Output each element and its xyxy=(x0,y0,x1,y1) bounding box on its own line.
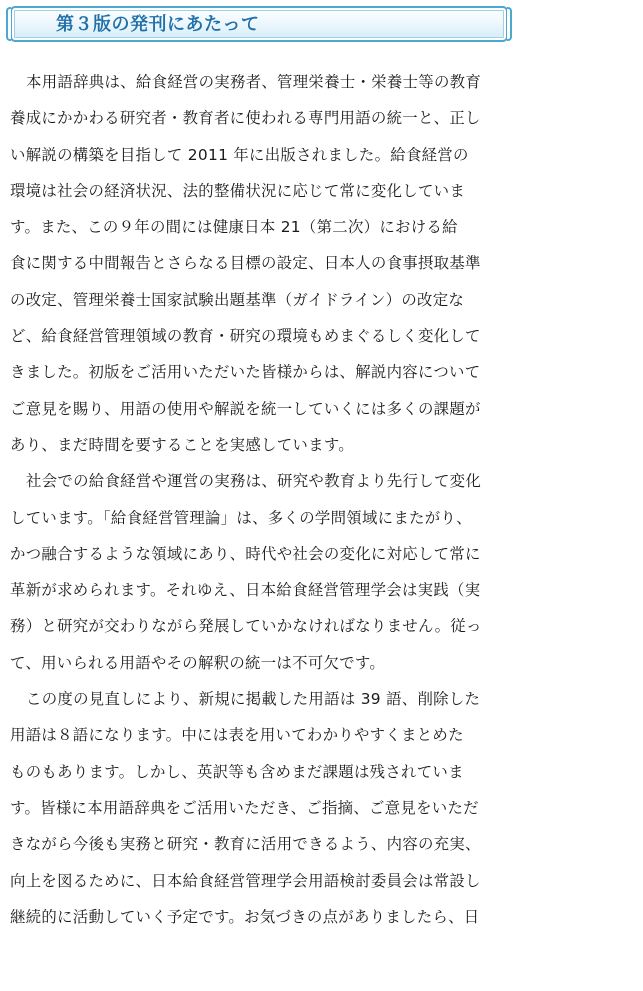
text-line: 養成にかかわる研究者・教育者に使われる専門用語の統一と、正し xyxy=(10,109,481,128)
text-line: 務）と研究が交わりながら発展していかなければなりません。従っ xyxy=(10,617,482,636)
text-line: ど、給食経営管理領域の教育・研究の環境もめまぐるしく変化して xyxy=(10,327,481,346)
text-line: ものもあります。しかし、英訳等も含めまだ課題は残されていま xyxy=(10,762,464,781)
text-line: きました。初版をご活用いただいた皆様からは、解説内容について xyxy=(10,363,481,382)
text-line: 用語は８語になります。中には表を用いてわかりやすくまとめた xyxy=(10,726,464,745)
text-line: ご意見を賜り、用語の使用や解説を統一していくには多くの課題が xyxy=(10,399,481,418)
body-text xyxy=(10,64,515,935)
text-line: 継続的に活動していく予定です。お気づきの点がありましたら、日 xyxy=(10,907,480,926)
text-line: しています。「給食経営管理論」は、多くの学問領域にまたがり、 xyxy=(10,508,472,527)
text-line: きながら今後も実務と研究・教育に活用できるよう、内容の充実、 xyxy=(10,835,481,854)
title-banner xyxy=(10,6,508,42)
text-line: す。皆様に本用語辞典をご活用いただき、ご指摘、ご意見をいただ xyxy=(10,798,479,817)
text-line: 環境は社会の経済状況、法的整備状況に応じて常に変化していま xyxy=(10,181,466,200)
text-line: 食に関する中間報告とさらなる目標の設定、日本人の食事摂取基準 xyxy=(10,254,481,273)
text-line: この度の見直しにより、新規に掲載した用語は 39 語、削除した xyxy=(26,690,481,709)
text-line: 本用語辞典は、給食経営の実務者、管理栄養士・栄養士等の教育 xyxy=(26,73,482,91)
text-line: かつ融合するような領域にあり、時代や社会の変化に対応して常に xyxy=(10,544,481,563)
text-line: あり、まだ時間を要することを実感しています。 xyxy=(10,435,354,454)
text-line: す。また、この９年の間には健康日本 21（第二次）における給 xyxy=(10,218,458,237)
text-line: い解説の構築を目指して 2011 年に出版されました。給食経営の xyxy=(10,145,469,164)
text-line: 革新が求められます。それゆえ、日本給食経営管理学会は実践（実 xyxy=(10,581,481,600)
text-line: 向上を図るために、日本給食経営管理学会用語検討委員会は常設し xyxy=(10,871,481,890)
text-line: 社会での給食経営や運営の実務は、研究や教育より先行して変化 xyxy=(26,472,482,491)
text-line: の改定、管理栄養士国家試験出題基準（ガイドライン）の改定な xyxy=(10,290,465,309)
page-title: 第３版の発刊にあたって xyxy=(56,14,260,35)
text-line: て、用いられる用語やその解釈の統一は不可欠です。 xyxy=(10,653,386,672)
